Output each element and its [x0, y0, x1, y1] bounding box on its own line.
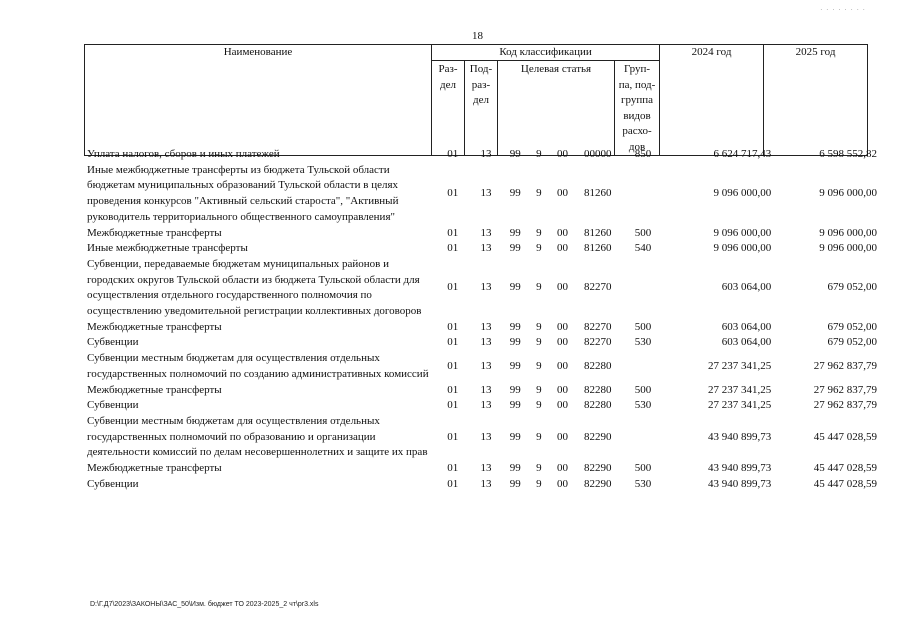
header-expense-group: Груп- па, под- группа видов расхо- дов — [615, 61, 660, 156]
row-amount-2024: 27 237 341,25 — [708, 399, 772, 412]
header-code-classification: Код классификации — [432, 45, 660, 61]
row-target-subprogram: 9 — [536, 462, 542, 475]
row-podrazdel: 13 — [480, 148, 492, 160]
row-target-program: 99 — [509, 281, 521, 294]
table-row — [87, 383, 877, 399]
row-razdel: 01 — [447, 336, 459, 349]
row-target-subprogram: 9 — [536, 430, 542, 443]
row-target-code: 81260 — [583, 242, 612, 255]
row-target-direction: 00 — [556, 383, 568, 396]
row-target-program: 99 — [509, 477, 521, 490]
row-target-direction: 00 — [556, 359, 568, 372]
row-expense-type: 500 — [634, 383, 652, 396]
table-row — [87, 398, 877, 414]
row-target-direction: 00 — [556, 320, 568, 333]
row-expense-type: 530 — [634, 336, 652, 349]
table-row — [87, 163, 877, 226]
header-podrazdel: Под- раз- дел — [465, 61, 498, 156]
row-expense-type: 500 — [634, 462, 652, 475]
row-amount-2025: 679 052,00 — [827, 281, 877, 294]
row-target-program: 99 — [509, 399, 521, 412]
row-target-program: 99 — [509, 359, 521, 372]
table-header — [84, 44, 868, 156]
row-amount-2025: 45 447 028,59 — [813, 477, 877, 490]
header-razdel: Раз- дел — [432, 61, 465, 156]
scan-mark: · · · · · · · · — [820, 6, 866, 14]
row-expense-type: 540 — [634, 242, 652, 255]
row-target-program: 99 — [509, 148, 521, 160]
row-target-code: 82280 — [583, 399, 612, 412]
row-podrazdel: 13 — [480, 226, 492, 239]
row-razdel: 01 — [447, 320, 459, 333]
table-row — [87, 147, 877, 163]
row-target-subprogram: 9 — [536, 148, 542, 160]
row-target-program: 99 — [509, 226, 521, 239]
row-target-subprogram: 9 — [536, 320, 542, 333]
row-target-subprogram: 9 — [536, 226, 542, 239]
row-amount-2025: 45 447 028,59 — [813, 430, 877, 443]
row-amount-2025: 6 598 552,82 — [819, 148, 877, 160]
row-amount-2024: 9 096 000,00 — [713, 187, 772, 200]
row-podrazdel: 13 — [480, 462, 492, 475]
row-podrazdel: 13 — [480, 399, 492, 412]
row-razdel: 01 — [447, 281, 459, 294]
row-podrazdel: 13 — [480, 359, 492, 372]
table-row — [87, 241, 877, 257]
budget-table-body — [87, 147, 877, 492]
row-name: Межбюджетные трансферты — [87, 383, 222, 396]
row-target-program: 99 — [509, 383, 521, 396]
row-name: Субвенции — [87, 477, 139, 490]
row-expense-type — [620, 257, 665, 320]
row-podrazdel: 13 — [480, 430, 492, 443]
row-target-code: 82290 — [583, 430, 612, 443]
row-razdel: 01 — [447, 383, 459, 396]
row-target-code: 82270 — [583, 336, 612, 349]
row-target-direction: 00 — [556, 242, 568, 255]
row-name: Субвенции, передаваемые бюджетам муниципальных районов и городских округов Тульской области из бюджета Тульской области для осуществления отдельного государственного полномочия по осуществлению уведомительной регистрации коллективных договоров — [87, 257, 422, 318]
row-amount-2025: 27 962 837,79 — [813, 383, 877, 396]
file-path-footer: D:\Г.Д7\2023\ЗАКОНЫ\ЗАС_50\Изм. бюджет ТО 2023-2025_2 чт\pr3.xls — [90, 601, 319, 608]
row-razdel: 01 — [447, 148, 459, 160]
row-target-subprogram: 9 — [536, 242, 542, 255]
row-target-code: 81260 — [583, 187, 612, 200]
row-razdel: 01 — [447, 430, 459, 443]
row-target-code: 82280 — [583, 383, 612, 396]
row-target-code: 82270 — [583, 320, 612, 333]
row-expense-type: 500 — [634, 226, 652, 239]
row-expense-type: 850 — [634, 148, 652, 160]
row-target-program: 99 — [509, 336, 521, 349]
row-podrazdel: 13 — [480, 336, 492, 349]
row-amount-2024: 43 940 899,73 — [708, 430, 772, 443]
row-target-direction: 00 — [556, 430, 568, 443]
row-target-direction: 00 — [556, 187, 568, 200]
row-target-program: 99 — [509, 462, 521, 475]
row-razdel: 01 — [447, 359, 459, 372]
row-target-direction: 00 — [556, 462, 568, 475]
row-target-code: 82280 — [583, 359, 612, 372]
table-row — [87, 226, 877, 242]
row-target-subprogram: 9 — [536, 359, 542, 372]
row-target-code: 82290 — [583, 477, 612, 490]
row-amount-2025: 679 052,00 — [827, 320, 877, 333]
row-target-direction: 00 — [556, 148, 568, 160]
row-target-program: 99 — [509, 430, 521, 443]
table-row — [87, 257, 877, 320]
row-name: Уплата налогов, сборов и иных платежей — [87, 148, 280, 160]
row-target-subprogram: 9 — [536, 281, 542, 294]
row-target-subprogram: 9 — [536, 336, 542, 349]
table-row — [87, 461, 877, 477]
row-razdel: 01 — [447, 226, 459, 239]
row-name: Иные межбюджетные трансферты из бюджета Тульской области бюджетам муниципальных образований Тульской области в целях проведения конкурсов "Активный сельский староста", "Активный руководитель территориального общественного самоуправления" — [87, 163, 399, 223]
row-target-direction: 00 — [556, 281, 568, 294]
row-expense-type — [620, 351, 665, 382]
row-target-subprogram: 9 — [536, 383, 542, 396]
row-target-subprogram: 9 — [536, 187, 542, 200]
row-amount-2024: 43 940 899,73 — [708, 477, 772, 490]
row-amount-2024: 43 940 899,73 — [708, 462, 772, 475]
row-razdel: 01 — [447, 477, 459, 490]
row-target-program: 99 — [509, 320, 521, 333]
row-target-direction: 00 — [556, 399, 568, 412]
row-name: Субвенции местным бюджетам для осуществления отдельных государственных полномочий по созданию административных комиссий — [87, 352, 429, 380]
row-razdel: 01 — [447, 187, 459, 200]
row-amount-2024: 603 064,00 — [721, 320, 772, 333]
row-name: Субвенции — [87, 336, 139, 349]
row-expense-type: 530 — [634, 477, 652, 490]
row-target-direction: 00 — [556, 336, 568, 349]
row-podrazdel: 13 — [480, 242, 492, 255]
row-amount-2024: 9 096 000,00 — [713, 242, 772, 255]
row-amount-2024: 9 096 000,00 — [713, 226, 772, 239]
row-podrazdel: 13 — [480, 383, 492, 396]
row-expense-type: 500 — [634, 320, 652, 333]
row-amount-2025: 45 447 028,59 — [813, 462, 877, 475]
row-target-program: 99 — [509, 242, 521, 255]
row-name: Иные межбюджетные трансферты — [87, 242, 248, 255]
row-target-code: 82290 — [583, 462, 612, 475]
row-razdel: 01 — [447, 399, 459, 412]
table-row — [87, 335, 877, 351]
row-razdel: 01 — [447, 462, 459, 475]
row-expense-type — [620, 414, 665, 461]
row-podrazdel: 13 — [480, 320, 492, 333]
row-amount-2024: 27 237 341,25 — [708, 383, 772, 396]
row-amount-2024: 603 064,00 — [721, 281, 772, 294]
row-podrazdel: 13 — [480, 477, 492, 490]
header-year-2024: 2024 год — [660, 45, 764, 156]
row-amount-2024: 603 064,00 — [721, 336, 772, 349]
row-target-direction: 00 — [556, 226, 568, 239]
row-name: Межбюджетные трансферты — [87, 462, 222, 475]
row-target-direction: 00 — [556, 477, 568, 490]
row-amount-2025: 9 096 000,00 — [819, 187, 877, 200]
table-row — [87, 320, 877, 336]
row-target-code: 00000 — [583, 148, 612, 160]
row-name: Межбюджетные трансферты — [87, 226, 222, 239]
row-target-code: 81260 — [583, 226, 612, 239]
table-row — [87, 477, 877, 493]
row-name: Межбюджетные трансферты — [87, 320, 222, 333]
row-amount-2025: 27 962 837,79 — [813, 359, 877, 372]
row-amount-2024: 6 624 717,43 — [713, 148, 772, 160]
row-expense-type — [620, 163, 665, 226]
row-podrazdel: 13 — [480, 187, 492, 200]
row-name: Субвенции — [87, 399, 139, 412]
row-target-subprogram: 9 — [536, 399, 542, 412]
row-target-program: 99 — [509, 187, 521, 200]
header-name: Наименование — [85, 45, 432, 156]
header-year-2025: 2025 год — [764, 45, 868, 156]
row-target-code: 82270 — [583, 281, 612, 294]
row-amount-2024: 27 237 341,25 — [708, 359, 772, 372]
row-expense-type: 530 — [634, 399, 652, 412]
row-amount-2025: 679 052,00 — [827, 336, 877, 349]
row-amount-2025: 9 096 000,00 — [819, 242, 877, 255]
table-row — [87, 414, 877, 461]
table-row — [87, 351, 877, 382]
row-razdel: 01 — [447, 242, 459, 255]
row-podrazdel: 13 — [480, 281, 492, 294]
header-target-article: Целевая статья — [498, 61, 615, 156]
row-target-subprogram: 9 — [536, 477, 542, 490]
row-amount-2025: 9 096 000,00 — [819, 226, 877, 239]
page-number: 18 — [472, 30, 483, 42]
row-name: Субвенции местным бюджетам для осуществления отдельных государственных полномочий по образованию и организации деятельности комиссий по делам несовершеннолетних и защите их прав — [87, 414, 428, 459]
row-amount-2025: 27 962 837,79 — [813, 399, 877, 412]
